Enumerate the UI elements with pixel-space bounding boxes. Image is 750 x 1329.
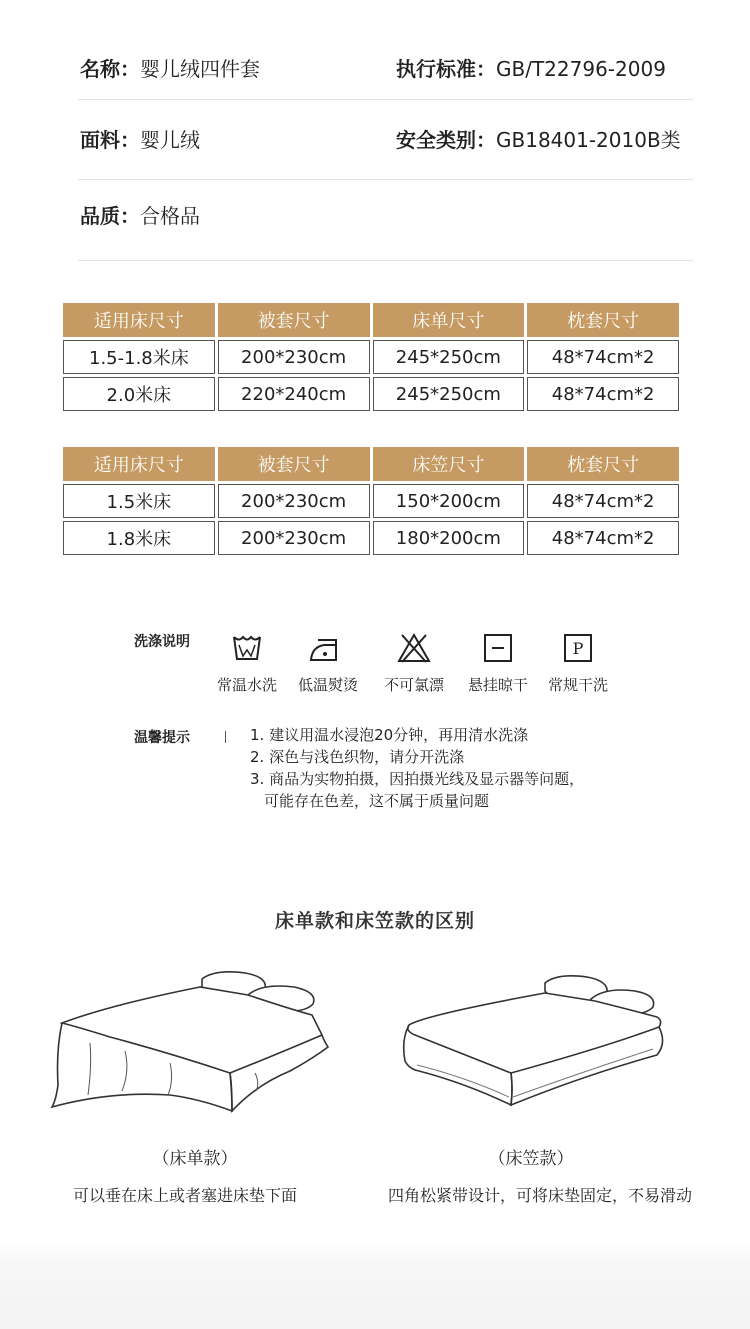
spec-standard-label: 执行标准： (396, 57, 496, 81)
spec-fabric (80, 128, 200, 152)
wash-item-label: 低温熨烫 (297, 676, 358, 694)
table-cell: 48*74cm*2 (527, 521, 679, 555)
spec-safety-value: GB18401-2010B类 (496, 128, 681, 152)
wash-item-label: 悬挂晾干 (467, 676, 528, 694)
table-cell: 245*250cm (373, 377, 525, 411)
table-header-row (63, 447, 679, 481)
wash-tub-icon (231, 632, 263, 664)
fitted-sheet-description: 四角松紧带设计，可将床垫固定，不易滑动 (387, 1186, 692, 1205)
table-cell: 150*200cm (373, 484, 525, 518)
spec-name-label: 名称： (80, 57, 140, 81)
table-row (63, 340, 679, 374)
table-cell: 180*200cm (373, 521, 525, 555)
wash-instructions-label: 洗涤说明 (134, 634, 190, 650)
table-header-row (63, 303, 679, 337)
spec-row-1 (78, 19, 693, 100)
table-header-cell: 枕套尺寸 (527, 447, 679, 481)
table-header-cell: 适用床尺寸 (63, 303, 215, 337)
table-header-cell: 床单尺寸 (373, 303, 525, 337)
table-cell: 200*230cm (218, 521, 370, 555)
tip-line: 可能存在色差，这不属于质量问题 (264, 792, 490, 810)
table-cell: 48*74cm*2 (527, 484, 679, 518)
no-bleach-icon (396, 632, 432, 664)
dry-clean-p-icon (562, 632, 594, 664)
table-row (63, 484, 679, 518)
wash-item-hang-dry (456, 632, 540, 695)
table-cell: 1.5-1.8米床 (63, 340, 215, 374)
spec-quality (80, 204, 200, 228)
spec-fabric-label: 面料： (80, 128, 140, 152)
wash-item-low-iron (286, 632, 370, 695)
spec-safety-label: 安全类别： (396, 128, 496, 152)
wash-item-label: 常温水洗 (216, 676, 277, 694)
spec-name-value: 婴儿绒四件套 (140, 57, 260, 81)
tips-divider (225, 731, 226, 743)
tips-list (250, 724, 584, 812)
fitted-sheet-caption: （床笠款） (488, 1149, 574, 1169)
table-header-cell: 床笠尺寸 (373, 447, 525, 481)
wash-item-no-bleach (372, 632, 456, 695)
compare-title: 床单款和床笠款的区别 (274, 910, 475, 932)
size-table-flat-sheet (60, 300, 682, 414)
tips-label: 温馨提示 (134, 730, 190, 746)
table-cell: 1.5米床 (63, 484, 215, 518)
flat-sheet-description: 可以垂在床上或者塞进床垫下面 (72, 1186, 297, 1205)
flat-sheet-caption: （床单款） (152, 1149, 238, 1169)
table-header-cell: 适用床尺寸 (63, 447, 215, 481)
tip-line: 3. 商品为实物拍摄，因拍摄光线及显示器等问题， (250, 770, 585, 788)
fitted-sheet-bed-illustration (395, 965, 675, 1115)
table-cell: 2.0米床 (63, 377, 215, 411)
table-cell: 48*74cm*2 (527, 377, 679, 411)
table-header-cell: 枕套尺寸 (527, 303, 679, 337)
tip-line: 2. 深色与浅色织物，请分开洗涤 (250, 748, 465, 766)
table-cell: 220*240cm (218, 377, 370, 411)
spec-standard (396, 57, 666, 81)
table-cell: 200*230cm (218, 484, 370, 518)
spec-name (80, 57, 260, 81)
iron-low-icon (308, 632, 348, 664)
flat-sheet-bed-illustration (50, 965, 340, 1115)
table-header-cell: 被套尺寸 (218, 447, 370, 481)
spec-quality-value: 合格品 (140, 204, 200, 228)
spec-standard-value: GB/T22796-2009 (496, 57, 666, 81)
hang-dry-icon (482, 632, 514, 664)
spec-fabric-value: 婴儿绒 (140, 128, 200, 152)
wash-item-dry-clean (536, 632, 620, 695)
bottom-fade (0, 1240, 750, 1329)
table-cell: 48*74cm*2 (527, 340, 679, 374)
dry-clean-glyph: P (572, 639, 584, 658)
wash-item-label: 不可氯漂 (383, 676, 444, 694)
table-cell: 200*230cm (218, 340, 370, 374)
spec-row-2 (78, 99, 693, 180)
table-header-cell: 被套尺寸 (218, 303, 370, 337)
spec-quality-label: 品质： (80, 204, 140, 228)
table-row (63, 521, 679, 555)
size-table-fitted-sheet (60, 444, 682, 558)
table-cell: 245*250cm (373, 340, 525, 374)
table-row (63, 377, 679, 411)
wash-item-normal-wash (205, 632, 289, 695)
wash-item-label: 常规干洗 (547, 676, 608, 694)
table-cell: 1.8米床 (63, 521, 215, 555)
spec-row-3 (78, 180, 693, 261)
spec-safety (396, 128, 681, 152)
tip-line: 1. 建议用温水浸泡20分钟，再用清水洗涤 (250, 726, 529, 744)
